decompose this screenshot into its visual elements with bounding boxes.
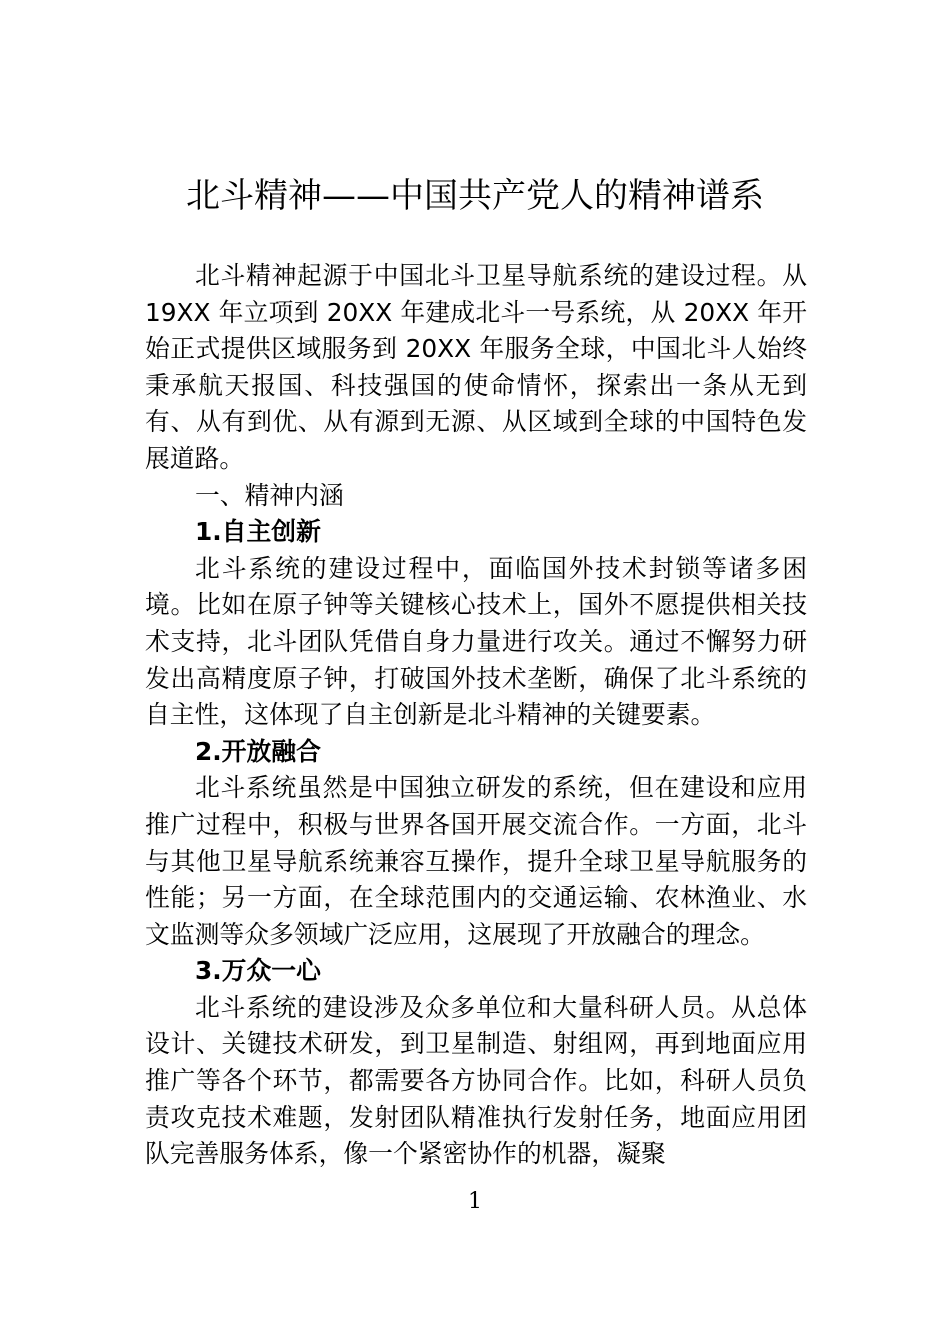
unity-paragraph: 北斗系统的建设涉及众多单位和大量科研人员。从总体设计、关键技术研发，到卫星制造、射组网，再到地面应用推广等各个环节，都需要各方协同合作。比如，科研人员负责攻克技术难题，发射团队精准执行发射任务，地面应用团队完善服务体系，像一个紧密协作的机器，凝聚 <box>145 992 807 1169</box>
document-title: 北斗精神——中国共产党人的精神谱系 <box>186 176 764 216</box>
section-heading: 一、精神内涵 <box>195 480 344 510</box>
intro-paragraph: 北斗精神起源于中国北斗卫星导航系统的建设过程。从 19XX 年立项到 20XX 年建成北斗一号系统，从 20XX 年开始正式提供区域服务到 20XX 年服务全球，中国北斗人始终秉承航天报国、科技强国的使命情怀，探索出一条从无到有、从有到优、从有源到无源、从区域到全球的中国特色发展道路。 <box>145 261 807 473</box>
subheading-innovation: 1.自主创新 <box>195 517 321 547</box>
subheading-openness: 2.开放融合 <box>195 736 321 766</box>
innovation-paragraph: 北斗系统的建设过程中，面临国外技术封锁等诸多困境。比如在原子钟等关键核心技术上，国外不愿提供相关技术支持，北斗团队凭借自身力量进行攻关。通过不懈努力研发出高精度原子钟，打破国外技术垄断，确保了北斗系统的自主性，这体现了自主创新是北斗精神的关键要素。 <box>145 553 807 730</box>
document-body <box>145 258 807 1173</box>
subheading-unity: 3.万众一心 <box>195 956 321 986</box>
openness-paragraph: 北斗系统虽然是中国独立研发的系统，但在建设和应用推广过程中，积极与世界各国开展交流合作。一方面，北斗与其他卫星导航系统兼容互操作，提升全球卫星导航服务的性能；另一方面，在全球范围内的交通运输、农林渔业、水文监测等众多领域广泛应用，这展现了开放融合的理念。 <box>145 773 807 949</box>
page-number: 1 <box>468 1189 482 1214</box>
